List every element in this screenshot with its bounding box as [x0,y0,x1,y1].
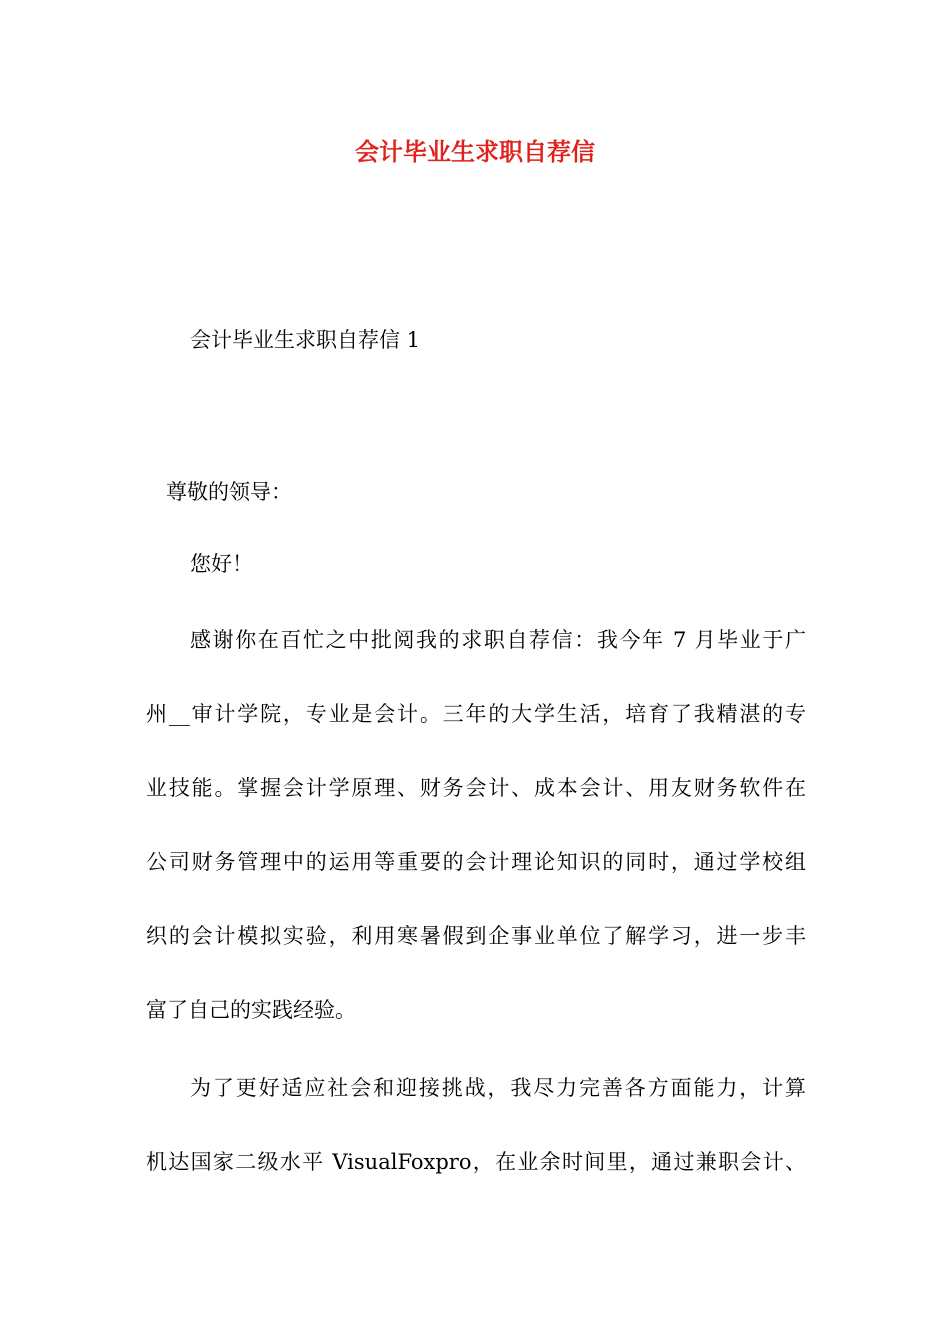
paragraph-line: 感谢你在百忙之中批阅我的求职自荐信：我今年 7 月毕业于广 [190,628,806,652]
paragraph-line: 富了自己的实践经验。 [146,998,356,1022]
paragraph-line: 为了更好适应社会和迎接挑战，我尽力完善各方面能力，计算 [190,1076,806,1100]
paragraph-line: 机达国家二级水平 VisualFoxpro，在业余时间里，通过兼职会计、 [146,1150,806,1174]
paragraph-line: 公司财务管理中的运用等重要的会计理论知识的同时，通过学校组 [146,850,806,874]
salutation: 尊敬的领导： [166,480,292,504]
paragraph-line: 州__审计学院，专业是会计。三年的大学生活，培育了我精湛的专 [146,702,806,726]
paragraph-line: 织的会计模拟实验，利用寒暑假到企事业单位了解学习，进一步丰 [146,924,806,948]
body-paragraph-1 [146,622,806,1066]
paragraph-line: 业技能。掌握会计学原理、财务会计、成本会计、用友财务软件在 [146,776,806,800]
greeting: 您好！ [190,552,253,576]
letter-subtitle: 会计毕业生求职自荐信 1 [190,328,421,352]
document-title: 会计毕业生求职自荐信 [355,138,595,166]
body-paragraph-2 [146,1070,806,1218]
